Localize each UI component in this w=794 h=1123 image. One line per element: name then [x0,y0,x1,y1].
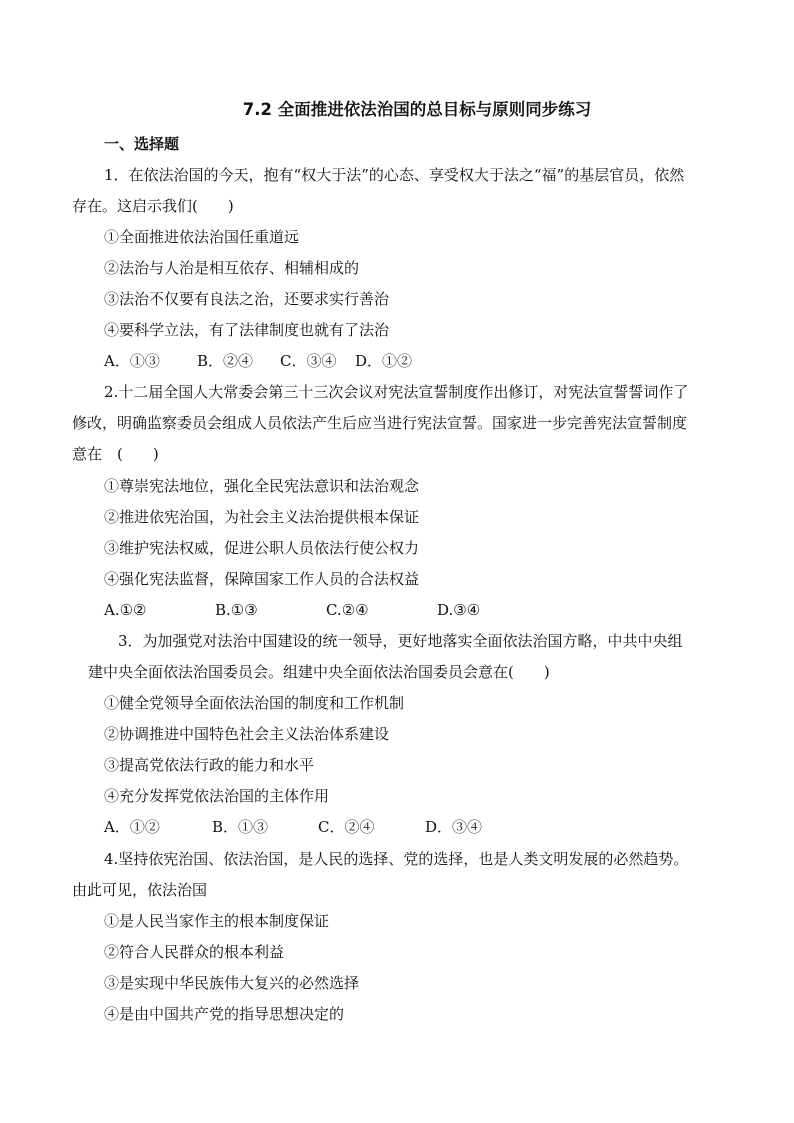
question-1-answer-c: C．③④ [280,352,337,370]
question-2-option-4: ④强化宪法监督，保障国家工作人员的合法权益 [104,570,420,588]
question-3-answer-a: A．①② [104,818,160,836]
question-3-stem-line-1: 3．为加强党对法治中国建设的统一领导，更好地落实全面依法治国方略，中共中央组 [118,632,683,650]
question-1-option-2: ②法治与人治是相互依存、相辅相成的 [104,259,360,277]
question-2-stem-line-2: 修改，明确监察委员会组成人员依法产生后应当进行宪法宣誓。国家进一步完善宪法宣誓制度 [72,414,688,432]
question-2-option-3: ③维护宪法权威，促进公职人员依法行使公权力 [104,539,420,557]
question-4-option-3: ③是实现中华民族伟大复兴的必然选择 [104,974,360,992]
question-3-answers [104,817,482,837]
question-1-stem-line-1: 1．在依法治国的今天，抱有“权大于法”的心态、享受权大于法之“福”的基层官员，依然 [104,166,685,184]
question-2-answers [104,600,480,620]
question-1-answer-a: A．①③ [104,352,160,370]
question-2-answer-d: D.③④ [437,601,481,619]
question-2-answer-b: B.①③ [215,601,258,619]
question-3-answer-c: C．②④ [318,818,375,836]
question-2-option-1: ①尊崇宪法地位，强化全民宪法意识和法治观念 [104,477,420,495]
question-3-option-4: ④充分发挥党依法治国的主体作用 [104,787,330,805]
document-title: 7.2 全面推进依法治国的总目标与原则同步练习 [242,100,592,119]
question-2-answer-c: C.②④ [326,601,369,619]
question-1-option-3: ③法治不仅要有良法之治，还要求实行善治 [104,290,390,308]
question-3-answer-b: B．①③ [212,818,269,836]
question-1-option-4: ④要科学立法，有了法律制度也就有了法治 [104,321,390,339]
question-2-answer-a: A.①② [104,601,147,619]
question-4-stem-line-2: 由此可见，依法治国 [72,881,208,899]
question-4-stem-line-1: 4.坚持依宪治国、依法治国，是人民的选择、党的选择，也是人类文明发展的必然趋势。 [104,850,689,868]
question-3-option-3: ③提高党依法行政的能力和水平 [104,756,315,774]
question-4-option-1: ①是人民当家作主的根本制度保证 [104,912,330,930]
question-4-option-2: ②符合人民群众的根本利益 [104,943,285,961]
question-3-stem-line-2: 建中央全面依法治国委员会。组建中央全面依法治国委员会意在( ) [88,663,550,681]
question-3-option-1: ①健全党领导全面依法治国的制度和工作机制 [104,694,405,712]
question-1-answer-b: B．②④ [197,352,254,370]
question-3-answer-d: D．③④ [425,818,483,836]
question-1-answer-d: D．①② [355,352,413,370]
question-1-stem-line-2: 存在。这启示我们( ) [72,197,234,215]
question-2-stem-line-3: 意在 ( ) [72,445,159,463]
question-1-option-1: ①全面推进依法治国任重道远 [104,228,300,246]
question-4-option-4: ④是由中国共产党的指导思想决定的 [104,1005,345,1023]
question-2-option-2: ②推进依宪治国，为社会主义法治提供根本保证 [104,508,420,526]
question-3-option-2: ②协调推进中国特色社会主义法治体系建设 [104,725,390,743]
section-heading: 一、选择题 [104,135,180,153]
question-2-stem-line-1: 2.十二届全国人大常委会第三十三次会议对宪法宣誓制度作出修订，对宪法宣誓誓词作了 [104,383,689,401]
question-1-answers [104,351,412,371]
